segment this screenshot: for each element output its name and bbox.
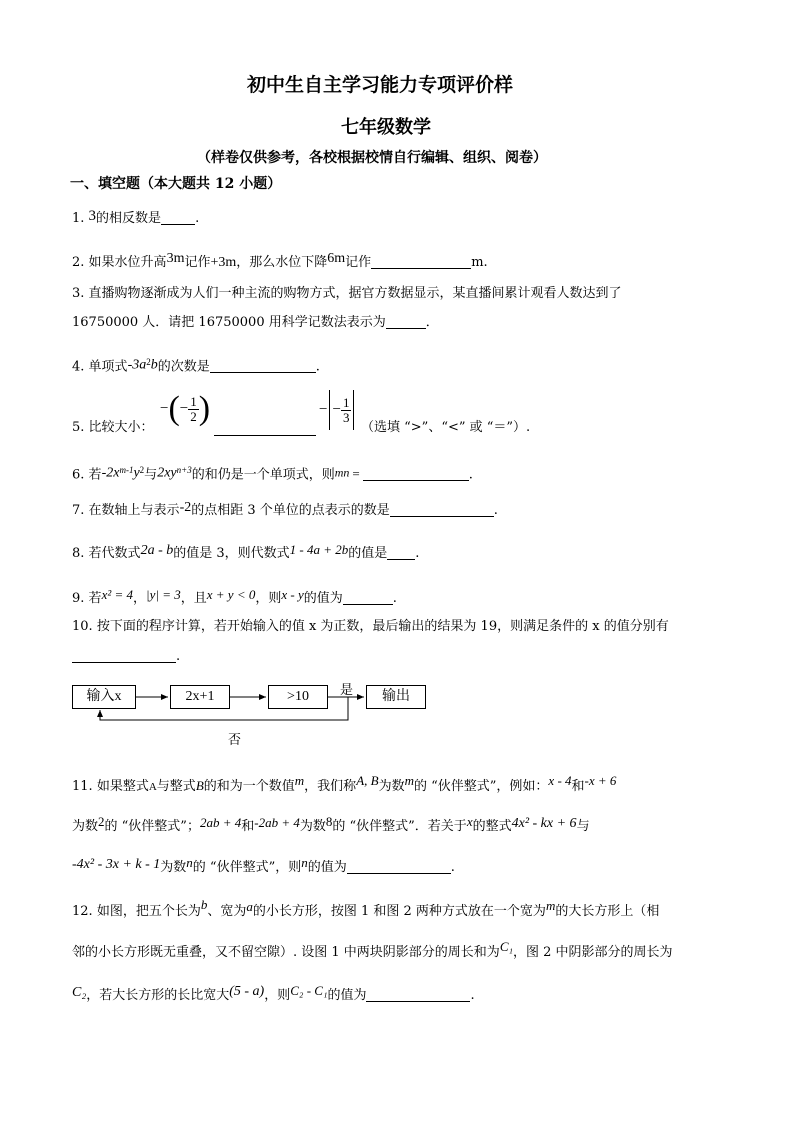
q5-expression-right: − − $\frac{1}{3}$: [319, 390, 356, 430]
question-7: 7. 在数轴上与表示-2的点相距 3 个单位的点表示的数是 .: [72, 500, 498, 518]
page-title: 初中生自主学习能力专项评价样: [247, 74, 514, 96]
answer-blank-2[interactable]: [371, 255, 471, 269]
flow-input-box: 输入x: [72, 685, 136, 709]
question-3-line2: 16750000 人．请把 16750000 用科学记数法表示为 ．: [72, 315, 439, 330]
q5-expression-left: −(− $\frac{1}{2}$ ): [160, 390, 211, 427]
question-10: 10. 按下面的程序计算，若开始输入的值 x 为正数，最后输出的结果为 19，则满足条件的 x 的值分别有: [72, 619, 669, 634]
answer-blank-4[interactable]: [210, 359, 316, 373]
section-heading: 一、填空题（本大题共 12 小题）: [70, 176, 282, 192]
page-subtitle: 七年级数学: [341, 117, 431, 138]
question-10-line2: .: [72, 647, 180, 667]
question-6: 6. 若$-2x^{m-1}y^2$与$2xy^{n+3}$的和仍是一个单项式，则mn = .: [72, 465, 473, 483]
question-11: 11. 如果整式A与整式B的和为一个数值m，我们称A, B为数m的 “伙伴整式”，例如：x - 4和-x + 6: [72, 773, 617, 794]
flow-output-box: 输出: [366, 685, 426, 709]
flow-compare-box: >10: [268, 685, 328, 709]
question-5-hint: （选填 “>”、“<” 或 “＝”）.: [361, 420, 531, 435]
question-2: 2. 如果水位升高3m记作+3m，那么水位下降6m记作 m.: [72, 251, 488, 270]
flowchart-arrows: [60, 680, 440, 740]
flow-no-label: 否: [228, 733, 242, 748]
flow-yes-label: 是: [340, 683, 354, 698]
answer-blank-9[interactable]: [343, 591, 393, 605]
answer-blank-5[interactable]: [214, 422, 316, 436]
question-11-line2: 为数2的 “伙伴整式”；2ab + 4和-2ab + 4为数8的 “伙伴整式”．若关于x的整式4x² - kx + 6与: [72, 814, 590, 834]
question-12: 12. 如图，把五个长为b、宽为a的小长方形，按图 1 和图 2 两种方式放在一个宽为m的大长方形上（相: [72, 897, 660, 919]
answer-blank-1[interactable]: [161, 211, 195, 225]
answer-blank-8[interactable]: [387, 546, 415, 560]
question-1: 1. 3的相反数是 .: [72, 208, 200, 226]
flow-arrow-no: [100, 697, 348, 720]
question-12-line2: 邻的小长方形既无重叠，又不留空隙）. 设图 1 中两块阴影部分的周长和为C₁，图 2 中阴影部分的周长为: [72, 939, 673, 960]
flow-op-box: 2x+1: [170, 685, 230, 709]
question-4: 4. 单项式$-3a^2b$的次数是 .: [72, 357, 320, 375]
answer-blank-11[interactable]: [347, 860, 451, 874]
answer-blank-7[interactable]: [390, 503, 494, 517]
answer-blank-10[interactable]: [72, 649, 176, 663]
question-5: 5. 比较大小：: [72, 420, 154, 435]
answer-blank-3[interactable]: [386, 315, 426, 329]
question-3: 3. 直播购物逐渐成为人们一种主流的购物方式，据官方数据显示，某直播间累计观看人数达到了: [72, 286, 622, 301]
question-9: 9. 若x² = 4，|y| = 3，且x + y < 0，则x - y的值为 .: [72, 587, 397, 606]
question-12-line3: C₂，若大长方形的长比宽大(5 - a)，则C₂ - C₁的值为 .: [72, 983, 475, 1003]
answer-blank-6[interactable]: [363, 467, 469, 481]
answer-blank-12[interactable]: [366, 988, 470, 1002]
question-8: 8. 若代数式2a - b的值是 3，则代数式1 - 4a + 2b的值是 .: [72, 542, 420, 561]
question-11-line3: -4x² - 3x + k - 1为数n的 “伙伴整式”，则n的值为 .: [72, 855, 455, 875]
page-note: （样卷仅供参考，各校根据校情自行编辑、组织、阅卷）: [197, 150, 547, 166]
